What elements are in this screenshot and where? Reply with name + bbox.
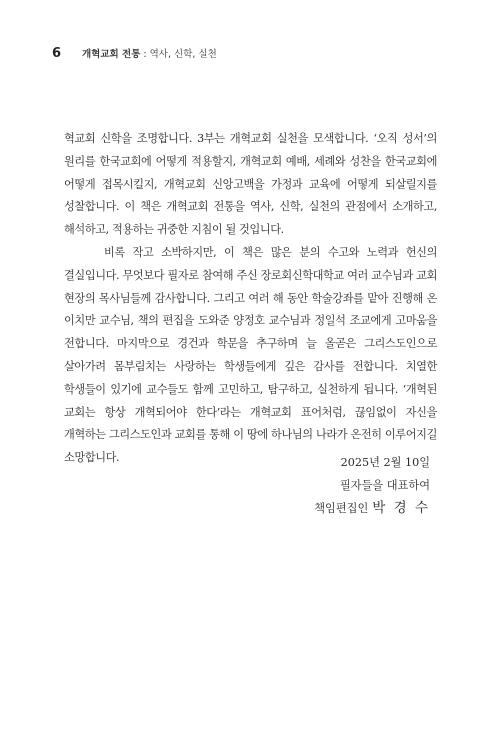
paragraph-continued: 혁교회 신학을 조명합니다. 3부는 개혁교회 실천을 모색합니다. ‘오직 성서’의 원리를 한국교회에 어떻게 적용할지, 개혁교회 예배, 세례와 성찬을 한국교회에 어떻게 접목시킬지, 개혁교회 신앙고백을 가정과 교육에 어떻게 되살릴지를 성찰합니다. 이 책은 개혁교회 전통을 역사, 신학, 실천의 관점에서 소개하고, 해석하고, 적용하는 귀중한 지침이 될 것입니다. [64,132,437,237]
running-header [52,46,217,61]
body-text [64,128,437,470]
signoff-role: 책임편집인 [314,502,369,515]
signoff-on-behalf: 필자들을 대표하여 [339,478,430,492]
book-subtitle: 역사, 신학, 실천 [149,49,217,60]
editor-name: 박 경 수 [372,500,430,516]
page-number: 6 [52,46,62,61]
signoff-signature [314,497,430,521]
title-separator: : [140,49,150,60]
signoff-date: 2025년 2월 10일 [340,456,430,469]
signoff [314,452,430,521]
running-title [82,46,217,60]
book-title: 개혁교회 전통 [82,49,141,60]
paragraph-acknowledgements: 비록 작고 소박하지만, 이 책은 많은 분의 수고와 노력과 헌신의 결실입니다. 무엇보다 필자로 참여해 주신 장로회신학대학교 여러 교수님과 교회 현장의 목사님들께 감사합니다. 그리고 여러 해 동안 학술강좌를 맡아 진행해 온 이치만 교수님, 책의 편집을 도와준 양정호 교수님과 정일석 조교에게 고마움을 전합니다. 마지막으로 경건과 학문을 추구하며 늘 올곧은 그리스도인으로 살아가려 몸부림치는 사랑하는 학생들에게 깊은 감사를 전합니다. 치열한 학생들이 있기에 교수들도 함께 고민하고, 탐구하고, 실천하게 됩니다. ‘개혁된 교회는 항상 개혁되어야 한다’라는 개혁교회 표어처럼, 끊임없이 자신을 개혁하는 그리스도인과 교회를 통해 이 땅에 하나님의 나라가 온전히 이루어지길 소망합니다. [64,245,437,465]
